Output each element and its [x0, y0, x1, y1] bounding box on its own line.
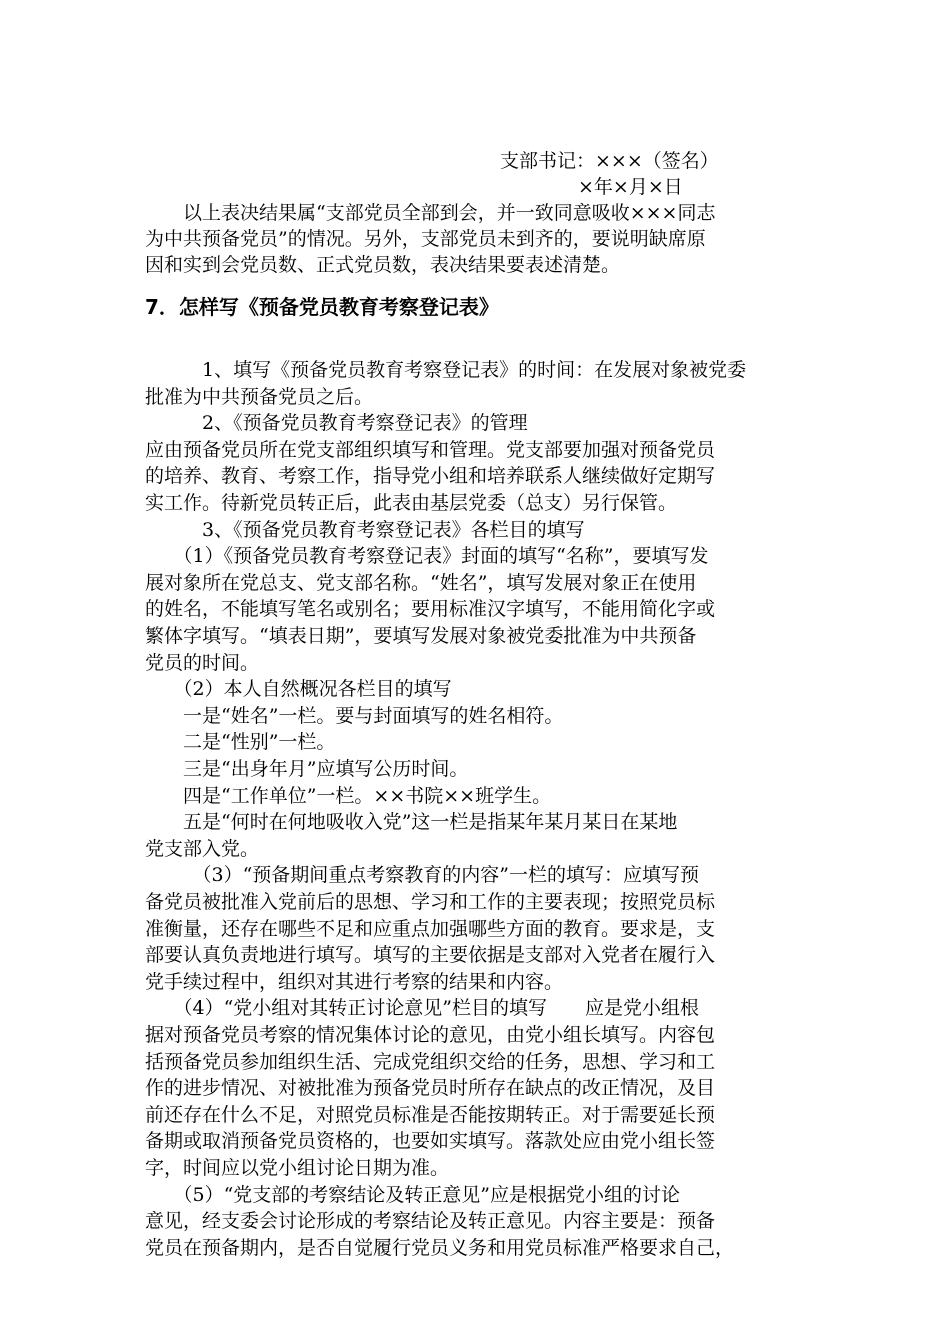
text-line: 备期或取消预备党员资格的，也要如实填写。落款处应由党小组长签 [145, 1130, 716, 1153]
text-line: （4）“党小组对其转正讨论意见”栏目的填写 应是党小组根 [145, 997, 700, 1020]
text-line: 因和实到会党员数、正式党员数，表决结果要表述清楚。 [145, 254, 621, 276]
text-line: 准衡量，还存在哪些不足和应重点加强哪些方面的教育。要求是，支 [145, 917, 716, 940]
signature-secretary: 支部书记：×××（签名） [500, 150, 719, 172]
section-title: 7．怎样写《预备党员教育考察登记表》 [145, 295, 499, 319]
text-line: 据对预备党员考察的情况集体讨论的意见，由党小组长填写。内容包 [145, 1024, 716, 1046]
text-line: 部要认真负责地进行填写。填写的主要依据是支部对入党者在履行入 [145, 944, 716, 967]
text-line: 为中共预备党员”的情况。另外，支部党员未到齐的，要说明缺席原 [145, 228, 706, 250]
text-line: 一是“姓名”一栏。要与封面填写的姓名相符。 [145, 704, 564, 727]
text-line: 意见，经支委会讨论形成的考察结论及转正意见。内容主要是：预备 [145, 1210, 716, 1233]
text-line: 四是“工作单位”一栏。××书院××班学生。 [145, 784, 552, 807]
text-line: 展对象所在党总支、党支部名称。“姓名”，填写发展对象正在使用 [145, 571, 697, 594]
text-line: 繁体字填写。“填表日期”，要填写发展对象被党委批准为中共预备 [145, 625, 697, 647]
text-line: 党员在预备期内，是否自觉履行党员义务和用党员标准严格要求自己， [145, 1236, 735, 1259]
text-line: 五是“何时在何地吸收入党”这一栏是指某年某月某日在某地 [145, 811, 678, 834]
text-line: 2、《预备党员教育考察登记表》的管理 [145, 412, 528, 435]
text-line: 括预备党员参加组织生活、完成党组织交给的任务，思想、学习和工 [145, 1050, 716, 1073]
text-line: 二是“性别”一栏。 [145, 731, 336, 754]
text-line: （2）本人自然概况各栏目的填写 [145, 678, 452, 701]
text-line: 1、填写《预备党员教育考察登记表》的时间：在发展对象被党委 [145, 359, 747, 381]
text-line: 三是“出身年月”应填写公历时间。 [145, 758, 469, 780]
text-line: 的培养、教育、考察工作，指导党小组和培养联系人继续做好定期写 [145, 465, 716, 488]
text-line: 作的进步情况、对被批准为预备党员时所存在缺点的改正情况，及目 [145, 1077, 716, 1100]
text-line: （3）“预备期间重点考察教育的内容”一栏的填写：应填写预 [145, 864, 700, 887]
text-line: （1）《预备党员教育考察登记表》封面的填写“名称”，要填写发 [145, 545, 709, 568]
text-line: （5）“党支部的考察结论及转正意见”应是根据党小组的讨论 [145, 1183, 681, 1206]
text-line: 党手续过程中，组织对其进行考察的结果和内容。 [145, 970, 564, 993]
text-line: 党员的时间。 [145, 651, 260, 674]
text-line: 备党员被批准入党前后的思想、学习和工作的主要表现；按照党员标 [145, 891, 716, 913]
text-line: 党支部入党。 [145, 837, 260, 860]
text-line: 前还存在什么不足，对照党员标准是否能按期转正。对于需要延长预 [145, 1103, 716, 1126]
signature-date: ×年×月×日 [578, 176, 683, 198]
text-line: 批准为中共预备党员之后。 [145, 385, 374, 408]
text-line: 以上表决结果属“支部党员全部到会，并一致同意吸收×××同志 [145, 202, 716, 224]
text-line: 字，时间应以党小组讨论日期为准。 [145, 1157, 450, 1179]
text-line: 3、《预备党员教育考察登记表》各栏目的填写 [145, 518, 585, 541]
text-line: 的姓名，不能填写笔名或别名；要用标准汉字填写，不能用简化字或 [145, 598, 716, 621]
text-line: 实工作。待新党员转正后，此表由基层党委（总支）另行保管。 [145, 492, 678, 514]
text-line: 应由预备党员所在党支部组织填写和管理。党支部要加强对预备党员 [145, 438, 716, 461]
